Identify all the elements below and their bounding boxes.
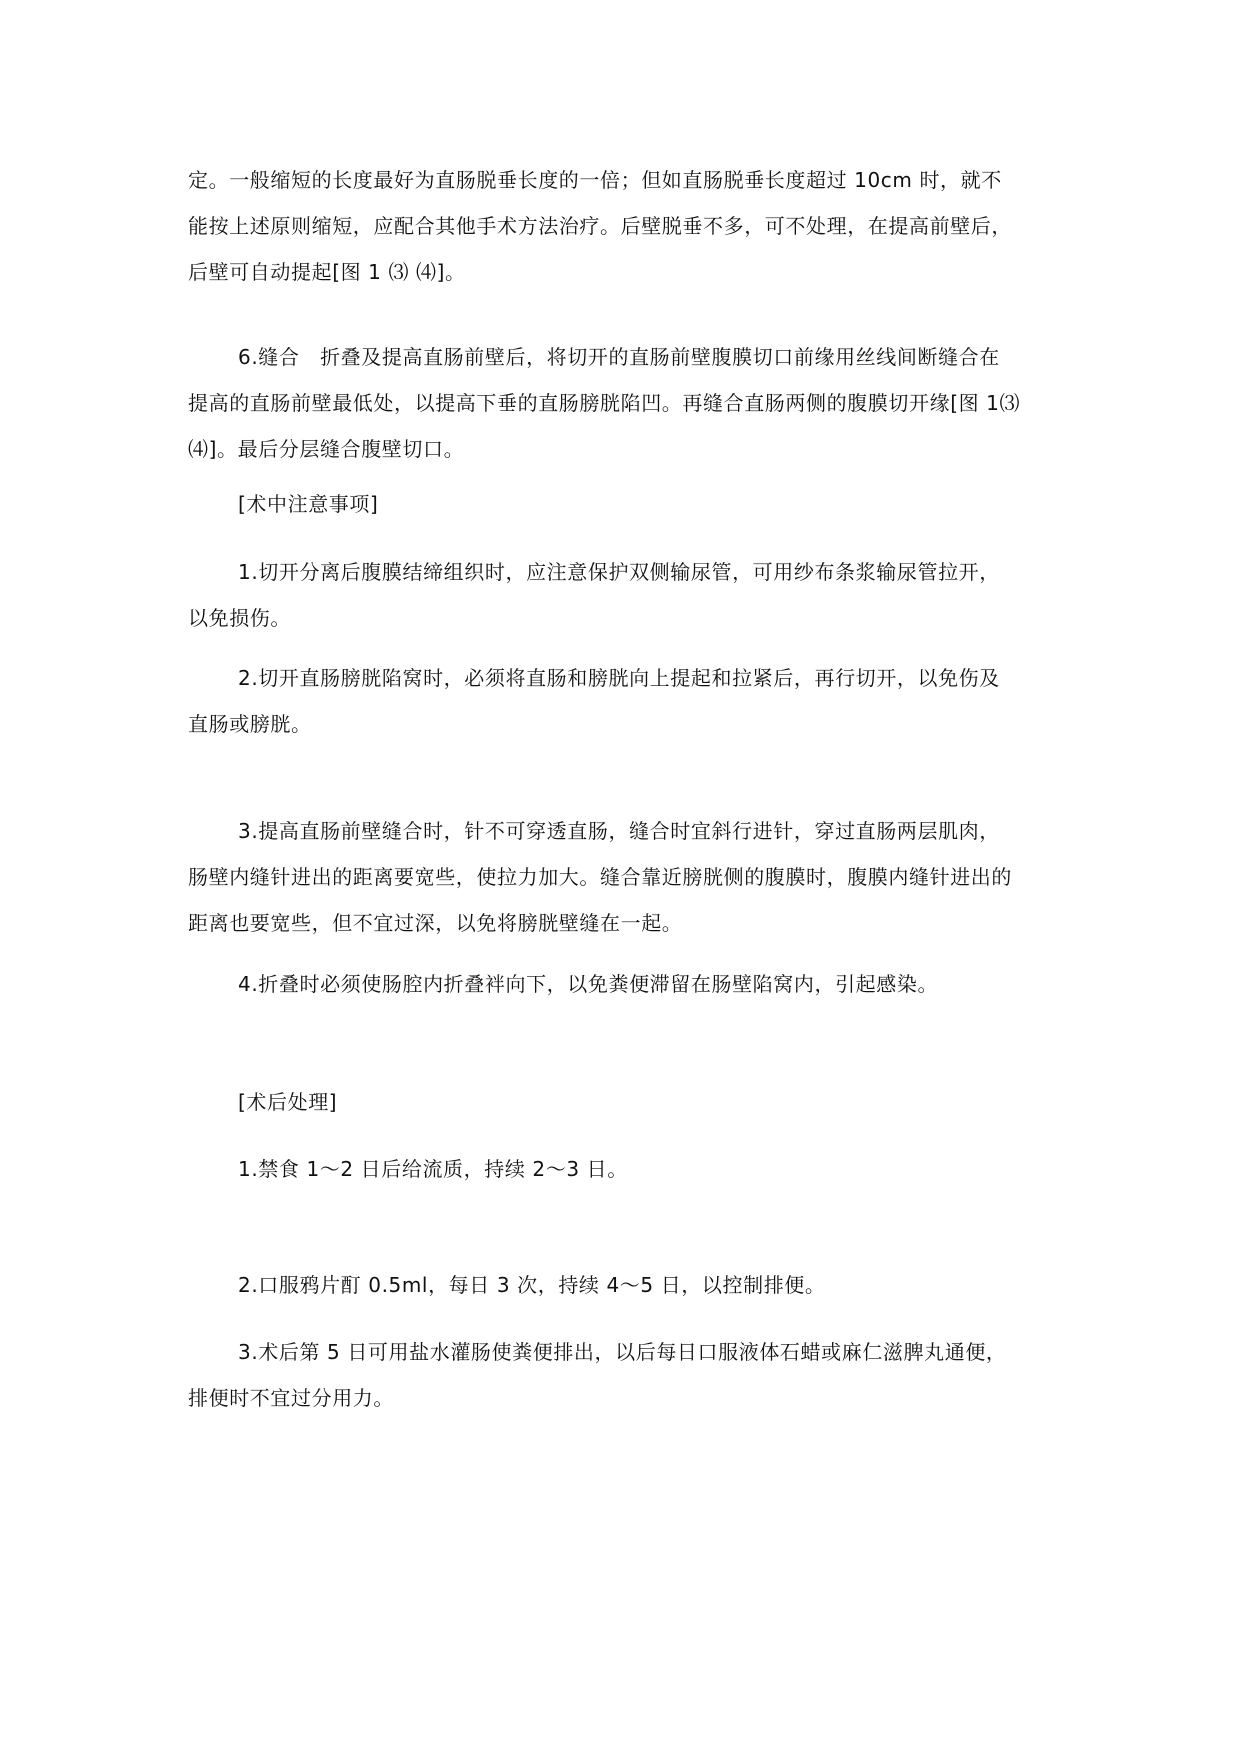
text-line: 6.缝合 折叠及提高直肠前壁后，将切开的直肠前壁腹膜切口前缘用丝线间断缝合在 — [238, 345, 1000, 369]
paragraph-note-2 — [188, 655, 1053, 747]
text-line: 后壁可自动提起[图 1 ⑶ ⑷]。 — [188, 260, 466, 284]
text-line: 1.切开分离后腹膜结缔组织时，应注意保护双侧输尿管，可用纱布条浆输尿管拉开， — [238, 560, 1000, 584]
text-line: 能按上述原则缩短，应配合其他手术方法治疗。后壁脱垂不多，可不处理，在提高前壁后， — [188, 214, 1012, 238]
section-heading-intraoperative-notes: [术中注意事项] — [238, 492, 379, 516]
paragraph-care-2 — [188, 1262, 1053, 1308]
paragraph-care-1 — [188, 1146, 1053, 1192]
text-line: 2.口服鸦片酊 0.5ml，每日 3 次，持续 4～5 日，以控制排便。 — [238, 1273, 826, 1297]
paragraph-note-1 — [188, 549, 1053, 641]
text-line: ⑷]。最后分层缝合腹壁切口。 — [188, 437, 465, 461]
text-line: 以免损伤。 — [188, 606, 291, 630]
paragraph-note-4 — [188, 961, 1053, 1007]
text-line: 距离也要宽些，但不宜过深，以免将膀胱壁缝在一起。 — [188, 911, 683, 935]
paragraph-care-3 — [188, 1329, 1053, 1421]
text-line: 4.折叠时必须使肠腔内折叠袢向下，以免粪便滞留在肠壁陷窝内，引起感染。 — [238, 972, 939, 996]
text-line: 提高的直肠前壁最低处，以提高下垂的直肠膀胱陷凹。再缝合直肠两侧的腹膜切开缘[图 1⑶ — [188, 391, 1021, 415]
text-line: 排便时不宜过分用力。 — [188, 1386, 394, 1410]
text-line: 1.禁食 1～2 日后给流质，持续 2～3 日。 — [238, 1157, 628, 1181]
paragraph-rectal-shortening — [188, 157, 1053, 295]
section-heading-postoperative-care: [术后处理] — [238, 1090, 338, 1114]
text-line: 2.切开直肠膀胱陷窝时，必须将直肠和膀胱向上提起和拉紧后，再行切开，以免伤及 — [238, 666, 1000, 690]
text-line: 3.提高直肠前壁缝合时，针不可穿透直肠，缝合时宜斜行进针，穿过直肠两层肌肉， — [238, 819, 1000, 843]
paragraph-suture-step — [188, 334, 1053, 472]
text-line: 直肠或膀胱。 — [188, 712, 312, 736]
text-line: 定。一般缩短的长度最好为直肠脱垂长度的一倍；但如直肠脱垂长度超过 10cm 时，就不 — [188, 168, 1002, 192]
text-line: 肠壁内缝针进出的距离要宽些，使拉力加大。缝合靠近膀胱侧的腹膜时，腹膜内缝针进出的 — [188, 865, 1012, 889]
paragraph-note-3 — [188, 808, 1053, 946]
text-line: 3.术后第 5 日可用盐水灌肠使粪便排出，以后每日口服液体石蜡或麻仁滋脾丸通便， — [238, 1340, 1007, 1364]
